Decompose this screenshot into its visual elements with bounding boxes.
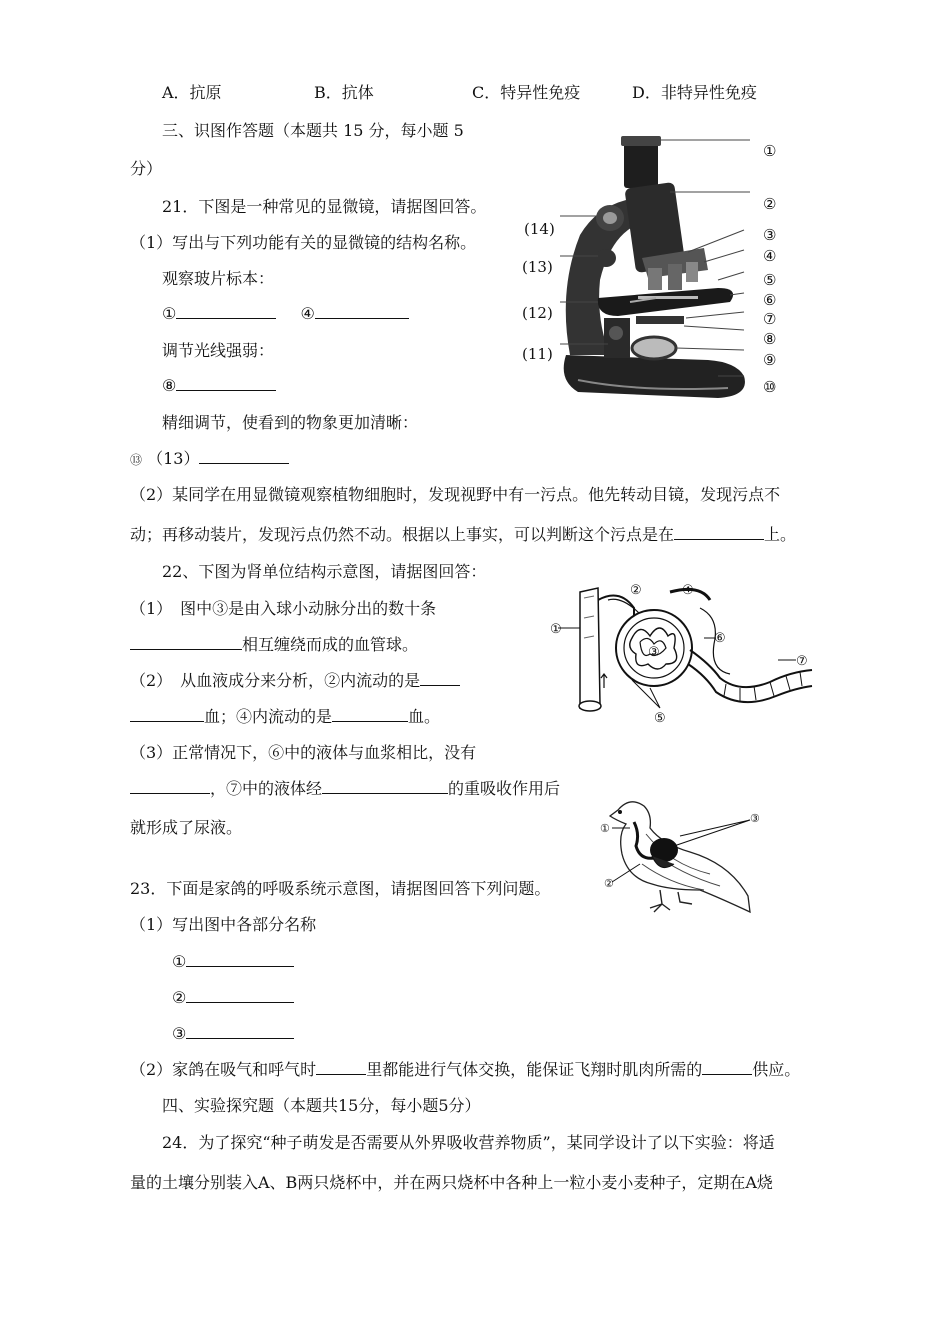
q23-circle-3: ③ [172,1024,187,1043]
q22-part2-line2 [130,707,440,727]
pigeon-label-2: ② [604,877,614,890]
microscope-label-9: ⑨ [763,351,777,369]
q23-blank-row-2 [172,988,294,1008]
q22-blank-3b[interactable] [322,779,448,794]
nephron-label-4: ④ [682,583,694,598]
q21-circle-8: ⑧ [162,376,177,395]
q23-blank-1[interactable] [186,952,294,967]
q21-observe-label: 观察玻片标本： [162,269,275,288]
q21-blank-8[interactable] [176,376,276,391]
nephron-label-5: ⑤ [654,711,666,726]
q21-blank-13[interactable] [199,449,289,464]
pigeon-figure [600,794,770,916]
q23-stem: 23．下面是家鸽的呼吸系统示意图，请据图回答下列问题。 [130,879,551,898]
microscope-label-14: (14) [524,220,555,238]
q23-blank-2[interactable] [186,988,294,1003]
q22-blank-capillary[interactable] [130,635,242,650]
q21-part2-text: 动；再移动装片，发现污点仍然不动。根据以上事实，可以判断这个污点是在 [130,525,675,544]
q21-circle-4: ④ [300,304,315,323]
nephron-label-7: ⑦ [796,654,808,669]
q22-stem: 22、下图为肾单位结构示意图，请据图回答： [162,562,487,581]
q21-part2-line1: （2）某同学在用显微镜观察植物细胞时，发现视野中有一污点。他先转动目镜，发现污点不 [130,485,781,504]
microscope-label-4: ④ [763,247,777,265]
q23-part2-mid: 里都能进行气体交换，能保证飞翔时肌肉所需的 [366,1060,703,1079]
microscope-label-6: ⑥ [763,291,777,309]
q21-blank-row-8 [162,376,276,396]
pigeon-label-1: ① [600,822,610,835]
q21-blank-4[interactable] [315,304,409,319]
q21-part1: （1）写出与下列功能有关的显微镜的结构名称。 [130,233,477,252]
q22-blank-2b[interactable] [130,707,204,722]
microscope-label-13: (13) [522,258,553,276]
microscope-label-1: ① [763,142,777,160]
option-c: C．特异性免疫 [472,83,581,102]
q21-paren-13: （13） [147,449,200,468]
q21-blank-1[interactable] [176,304,276,319]
q21-blank-row-1 [162,304,409,324]
microscope-figure [518,130,788,425]
microscope-label-2: ② [763,195,777,213]
q22-part2-text: （2） 从血液成分来分析，②内流动的是 [130,671,421,690]
option-a: A．抗原 [162,83,222,102]
microscope-label-5: ⑤ [763,271,777,289]
nephron-label-1: ① [550,622,562,637]
microscope-label-8: ⑧ [763,330,777,348]
q22-part3-mid: ，⑦中的液体经 [210,779,323,798]
section-3-title: 三、识图作答题（本题共 15 分，每小题 5 [162,121,464,140]
q22-part3-line2 [130,779,560,799]
section-4-title: 四、实验探究题（本题共15分，每小题5分） [162,1096,481,1115]
microscope-label-10: ⑩ [763,378,777,396]
q24-line1: 24．为了探究“种子萌发是否需要从外界吸收营养物质”，某同学设计了以下实验：将适 [162,1133,775,1152]
q22-part2-end: 血。 [408,707,441,726]
q22-blank-4[interactable] [332,707,408,722]
nephron-label-2: ② [630,583,642,598]
q22-blank-3a[interactable] [130,779,210,794]
q24-line2: 量的土壤分别装入A、B两只烧杯中，并在两只烧杯中各种上一粒小麦小麦种子，定期在A烧 [130,1173,773,1192]
microscope-label-12: (12) [522,304,553,322]
q21-part2-end: 上。 [764,525,797,544]
q22-part3-line1: （3）正常情况下，⑥中的液体与血浆相比，没有 [130,743,477,762]
nephron-label-3: ③ [648,645,660,660]
nephron-label-6: ⑥ [714,631,726,646]
q21-circle-13: ⑬ [130,453,143,467]
q23-part2-text: （2）家鸽在吸气和呼气时 [130,1060,317,1079]
q21-light-label: 调节光线强弱： [162,341,275,360]
q21-blank-spot[interactable] [674,525,764,540]
q23-part2 [130,1060,800,1080]
q23-blank-supply[interactable] [702,1060,752,1075]
q21-circle-1: ① [162,304,177,323]
q23-circle-1: ① [172,952,187,971]
option-b: B．抗体 [314,83,374,102]
q22-part3-line3: 就形成了尿液。 [130,818,243,837]
q21-blank-row-13 [130,449,289,470]
q22-part1-line1: （1） 图中③是由入球小动脉分出的数十条 [130,599,437,618]
q21-stem: 21．下图是一种常见的显微镜，请据图回答。 [162,197,487,216]
q23-blank-row-1 [172,952,294,972]
q22-part2-line1 [130,671,460,691]
q23-circle-2: ② [172,988,187,1007]
q23-part1: （1）写出图中各部分名称 [130,915,317,934]
pigeon-label-3: ③ [750,812,760,825]
q23-blank-organ[interactable] [316,1060,366,1075]
q22-part1-line2 [130,635,418,655]
q23-blank-3[interactable] [186,1024,294,1039]
microscope-label-7: ⑦ [763,310,777,328]
q21-fine-label: 精细调节，使看到的物象更加清晰： [162,413,419,432]
q23-part2-end: 供应。 [752,1060,801,1079]
option-d: D．非特异性免疫 [632,83,757,102]
q21-part2-line2 [130,525,796,545]
q23-blank-row-3 [172,1024,294,1044]
nephron-figure [550,578,820,726]
q22-part1-text: 相互缠绕而成的血管球。 [242,635,419,654]
q22-part3-end: 的重吸收作用后 [448,779,561,798]
section-3-title-cont: 分） [130,159,163,178]
q22-blank-2a[interactable] [420,671,460,686]
microscope-label-3: ③ [763,226,777,244]
microscope-label-11: (11) [522,345,553,363]
q22-part2-mid: 血；④内流动的是 [204,707,333,726]
